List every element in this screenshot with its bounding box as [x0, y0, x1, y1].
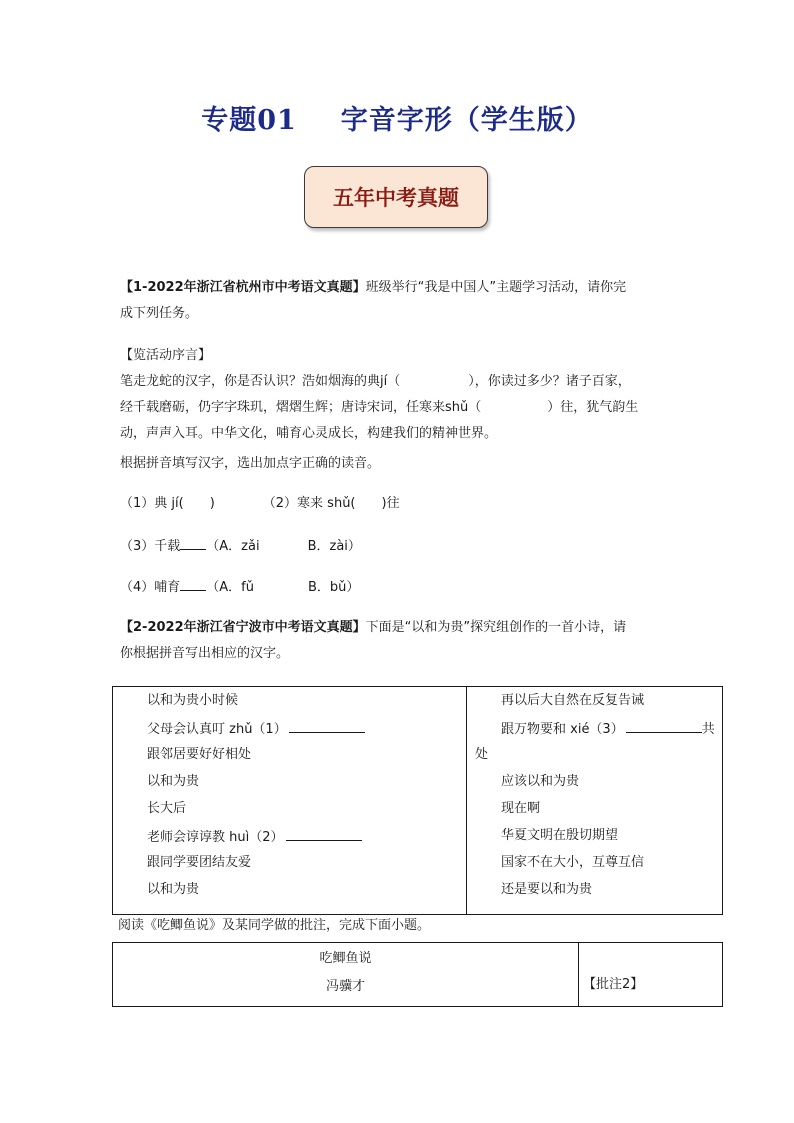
poem-right-line: 处: [475, 747, 489, 762]
q1-item3-label: （3）千载: [120, 539, 181, 554]
blank-2[interactable]: [286, 826, 362, 841]
q1-items-row1: [120, 494, 680, 514]
q1-intro-line1: [120, 278, 680, 298]
poem-left-line-text: 老师会谆谆教 huì（2）: [147, 830, 284, 845]
poem-right-line-text: 跟万物要和 xié（3）: [501, 722, 624, 737]
essay-title: 吃鲫鱼说: [319, 951, 372, 966]
poem-left-line: 以和为贵: [147, 774, 200, 789]
poem-left-line: 跟邻居要好好相处: [147, 747, 252, 762]
q1-p1a: 笔走龙蛇的汉字，你是否认识？浩如烟海的典jí（: [120, 374, 401, 389]
q1-intro-text: 班级举行“我是中国人”主题学习活动，请你完: [365, 280, 627, 295]
q1-item4-opt-a: （A．fǔ: [206, 580, 254, 595]
poem-left-line: 以和为贵小时候: [147, 693, 239, 708]
q1-item4: [120, 576, 680, 598]
q2-intro-text: 下面是“以和为贵”探究组创作的一首小诗，请: [365, 620, 627, 635]
q1-task: 根据拼音填写汉字，选出加点字正确的读音。: [120, 456, 381, 471]
poem-left-line: [147, 826, 362, 848]
q1-item3-opt-b: B．zài）: [307, 539, 361, 554]
poem-left-line-text: 父母会认真叮 zhǔ（1）: [147, 722, 287, 737]
poem-left-column: [113, 687, 467, 915]
q1-item3-opt-a: （A．zǎi: [206, 539, 260, 554]
blank-3[interactable]: [626, 718, 702, 733]
poem-right-column: [467, 687, 723, 915]
poem-left-line: 跟同学要团结友爱: [147, 855, 252, 870]
poem-table: [112, 686, 723, 915]
section-badge: 五年中考真题: [304, 166, 488, 228]
poem-right-line: 华夏文明在殷切期望: [501, 828, 619, 843]
essay-table: [112, 942, 723, 1007]
note-label: 【批注2】: [583, 977, 644, 992]
q2-intro-line1: [120, 618, 680, 638]
essay-text-cell: [113, 943, 579, 1007]
poem-right-line: [501, 718, 715, 740]
q1-item2: （2）寒来 shǔ( )往: [262, 496, 400, 511]
essay-note-cell: [579, 943, 723, 1007]
q2-intro-line2: 你根据拼音写出相应的汉字。: [120, 646, 290, 661]
q1-item3-blank[interactable]: [180, 535, 206, 550]
q1-intro-line2: 成下列任务。: [120, 306, 199, 321]
q1-p1b: ），你读过多少？诸子百家，: [468, 374, 631, 389]
page-title: [0, 98, 794, 137]
q1-item3: [120, 535, 680, 557]
title-right: 字音字形（学生版）: [340, 105, 593, 136]
q2-source: 【2-2022年浙江省宁波市中考语文真题】: [120, 620, 366, 635]
q1-section-label: 【览活动序言】: [120, 348, 212, 363]
q1-paragraph-line1: [120, 372, 680, 392]
poem-right-line: 应该以和为贵: [501, 774, 580, 789]
q1-item4-opt-b: B．bǔ）: [308, 580, 360, 595]
poem-right-line: 再以后大自然在反复告诫: [501, 693, 645, 708]
title-left: 专题01: [201, 105, 297, 136]
q1-item1: （1）典 jí( ): [120, 496, 215, 511]
poem-right-line-tail: 共: [701, 722, 715, 737]
poem-right-line: 现在啊: [501, 801, 541, 816]
poem-right-line: 国家不在大小，互尊互信: [501, 855, 645, 870]
poem-left-line: [147, 718, 365, 740]
q1-paragraph-line3: 动，声声入耳。中华文化，哺育心灵成长，构建我们的精神世界。: [120, 426, 498, 441]
q1-source: 【1-2022年浙江省杭州市中考语文真题】: [120, 280, 366, 295]
q3-intro: 阅读《吃鲫鱼说》及某同学做的批注，完成下面小题。: [118, 918, 431, 933]
essay-author: 冯骥才: [325, 979, 365, 994]
blank-1[interactable]: [289, 718, 365, 733]
q1-item4-label: （4）哺育: [120, 580, 181, 595]
poem-left-line: 长大后: [147, 801, 187, 816]
q1-p2a: 经千载磨砺，仍字字珠玑，熠熠生辉；唐诗宋词，任寒来shǔ（: [120, 400, 482, 415]
q1-p2b: ）往，犹气韵生: [547, 400, 639, 415]
q1-paragraph-line2: [120, 398, 680, 418]
poem-left-line: 以和为贵: [147, 882, 200, 897]
poem-right-line: 还是要以和为贵: [501, 882, 593, 897]
q1-item4-blank[interactable]: [180, 576, 206, 591]
